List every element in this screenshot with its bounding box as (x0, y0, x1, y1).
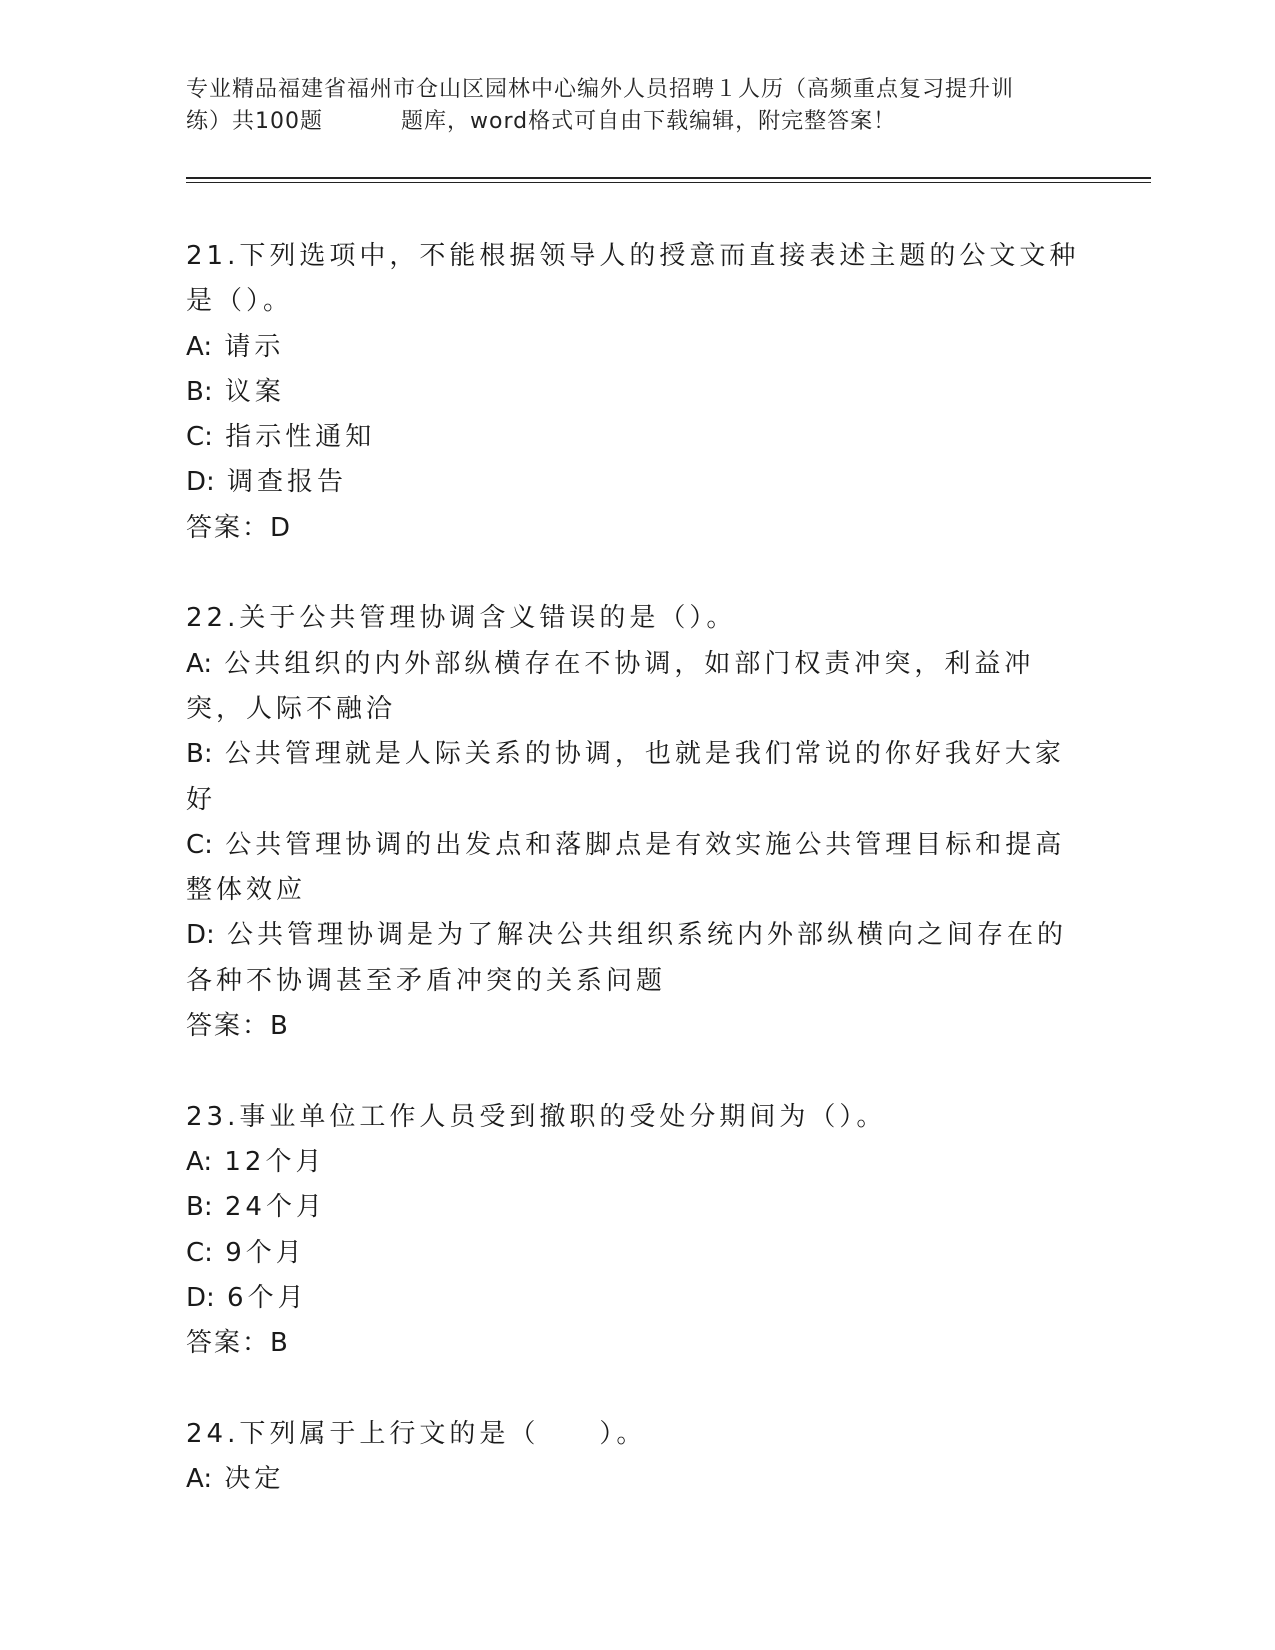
option-text: 公共管理协调是为了解决公共组织系统内外部纵横向之间存在的各种不协调甚至矛盾冲突的关系问题 (186, 920, 1068, 996)
option-b (186, 732, 1086, 823)
header-divider-thin (186, 182, 1151, 183)
option-text: 公共管理协调的出发点和落脚点是有效实施公共管理目标和提高整体效应 (186, 829, 1066, 906)
option-c (186, 415, 1086, 460)
option-b (186, 370, 1086, 415)
option-letter: A: (186, 1464, 213, 1495)
option-d (186, 460, 1086, 505)
question-21 (186, 234, 1086, 551)
option-text: 6个月 (227, 1282, 308, 1313)
option-a (186, 325, 1086, 370)
option-letter: A: (186, 1146, 213, 1177)
page-header (186, 74, 1086, 138)
answer-value: B (270, 1011, 289, 1042)
question-24 (186, 1412, 1086, 1503)
option-text: 12个月 (224, 1146, 326, 1177)
option-a (186, 642, 1086, 733)
answer-line (186, 1004, 1086, 1049)
answer-value: D (270, 512, 292, 543)
question-title: 22.关于公共管理协调含义错误的是（）。 (186, 603, 737, 634)
header-divider-thick (186, 177, 1151, 179)
option-text: 调查报告 (227, 467, 348, 498)
option-letter: A: (186, 331, 213, 362)
answer-value: B (270, 1328, 289, 1359)
option-c (186, 1231, 1086, 1276)
option-a (186, 1457, 1086, 1502)
option-c (186, 823, 1086, 914)
option-text: 公共组织的内外部纵横存在不协调，如部门权责冲突，利益冲突，人际不融洽 (186, 648, 1035, 724)
option-a (186, 1140, 1086, 1185)
option-letter: C: (186, 422, 213, 453)
option-letter: D: (186, 920, 215, 951)
option-b (186, 1185, 1086, 1230)
option-text: 决定 (224, 1464, 285, 1495)
answer-label: 答案： (186, 1011, 271, 1042)
question-list (186, 234, 1086, 1502)
header-line-1: 专业精品福建省福州市仓山区园林中心编外人员招聘１人历（高频重点复习提升训 (186, 77, 1015, 102)
option-text: 公共管理就是人际关系的协调，也就是我们常说的你好我好大家好 (186, 739, 1065, 815)
option-d (186, 1276, 1086, 1321)
header-line-2 (186, 106, 1086, 138)
answer-label: 答案： (186, 1328, 271, 1359)
answer-label: 答案： (186, 512, 271, 543)
answer-line (186, 506, 1086, 551)
header-line-2-part-a: 练）共100题 (186, 109, 323, 134)
question-23 (186, 1095, 1086, 1367)
option-letter: B: (186, 376, 213, 407)
option-text: 24个月 (224, 1192, 326, 1223)
option-letter: B: (186, 1192, 213, 1223)
option-letter: B: (186, 739, 213, 770)
option-text: 指示性通知 (225, 422, 376, 453)
question-title: 23.事业单位工作人员受到撤职的受处分期间为（）。 (186, 1101, 887, 1132)
header-line-2-part-b: 题库，word格式可自由下载编辑，附完整答案！ (401, 109, 897, 134)
question-22 (186, 596, 1086, 1049)
question-title: 24.下列属于上行文的是（ ）。 (186, 1418, 647, 1449)
option-text: 请示 (224, 331, 285, 362)
option-letter: D: (186, 467, 215, 498)
option-text: 9个月 (225, 1237, 306, 1268)
option-text: 议案 (224, 376, 285, 407)
option-d (186, 913, 1086, 1004)
option-letter: C: (186, 829, 213, 860)
option-letter: D: (186, 1282, 215, 1313)
option-letter: A: (186, 648, 213, 679)
answer-line (186, 1321, 1086, 1366)
option-letter: C: (186, 1237, 213, 1268)
question-title: 21.下列选项中，不能根据领导人的授意而直接表述主题的公文文种是（）。 (186, 241, 1080, 317)
